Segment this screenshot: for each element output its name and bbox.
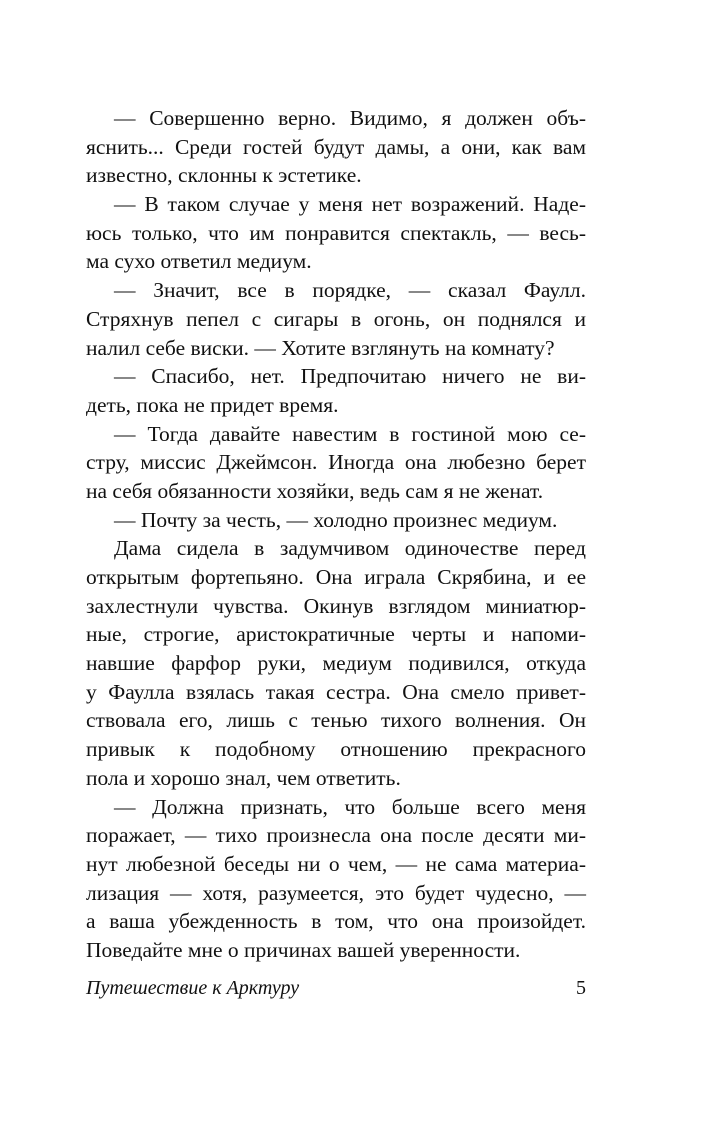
text-line: — Должна признать, что больше всего меня xyxy=(114,794,586,819)
text-line: налил себе виски. — Хотите взглянуть на комнату? xyxy=(86,335,555,360)
text-line: Поведайте мне о причинах вашей уверенности. xyxy=(86,937,521,962)
text-line: у Фаулла взялась такая сестра. Она смело привет- xyxy=(86,679,586,704)
text-line: ствовала его, лишь с тенью тихого волнения. Он xyxy=(86,708,586,733)
text-line: привык к подобному отношению прекрасного xyxy=(86,737,586,762)
text-line: — Почту за честь, — холодно произнес медиум. xyxy=(114,507,558,532)
text-line: открытым фортепьяно. Она играла Скрябина, и ее xyxy=(86,565,586,589)
text-line: Стряхнув пепел с сигары в огонь, он поднялся и xyxy=(86,306,586,331)
page-text xyxy=(86,104,586,965)
text-line: — Тогда давайте навестим в гостиной мою се- xyxy=(114,421,586,446)
text-line: лизация — хотя, разумеется, это будет чудесно, — xyxy=(86,880,586,905)
text-line: — Значит, все в порядке, — сказал Фаулл. xyxy=(114,278,586,303)
text-line: известно, склонны к эстетике. xyxy=(86,163,362,188)
text-line: ма сухо ответил медиум. xyxy=(86,249,312,274)
text-line: поражает, — тихо произнесла она после десяти ми- xyxy=(86,823,586,848)
text-line: навшие фарфор руки, медиум подивился, откуда xyxy=(86,651,586,676)
text-line: — Спасибо, нет. Предпочитаю ничего не ви- xyxy=(114,364,586,389)
text-line: Дама сидела в задумчивом одиночестве перед xyxy=(114,536,586,561)
text-line: пола и хорошо знал, чем ответить. xyxy=(86,765,401,790)
text-line: — Совершенно верно. Видимо, я должен объ- xyxy=(114,106,586,130)
page-footer xyxy=(86,975,586,1001)
text-line: нут любезной беседы ни о чем, — не сама материа- xyxy=(86,851,586,876)
text-line: юсь только, что им понравится спектакль, — весь- xyxy=(86,220,586,245)
text-line: захлестнули чувства. Окинув взглядом миниатюр- xyxy=(86,593,586,618)
text-line: на себя обязанности хозяйки, ведь сам я не женат. xyxy=(86,478,544,503)
text-line: — В таком случае у меня нет возражений. Наде- xyxy=(114,192,586,217)
text-line: стру, миссис Джеймсон. Иногда она любезно берет xyxy=(86,450,586,475)
text-line: яснить... Среди гостей будут дамы, а они, как вам xyxy=(86,134,586,159)
text-line: а ваша убежденность в том, что она произойдет. xyxy=(86,909,586,934)
page-number: 5 xyxy=(576,977,586,999)
text-line: ные, строгие, аристократичные черты и напоми- xyxy=(86,622,586,647)
text-line: деть, пока не придет время. xyxy=(86,392,339,417)
running-title: Путешествие к Арктуру xyxy=(86,977,300,999)
